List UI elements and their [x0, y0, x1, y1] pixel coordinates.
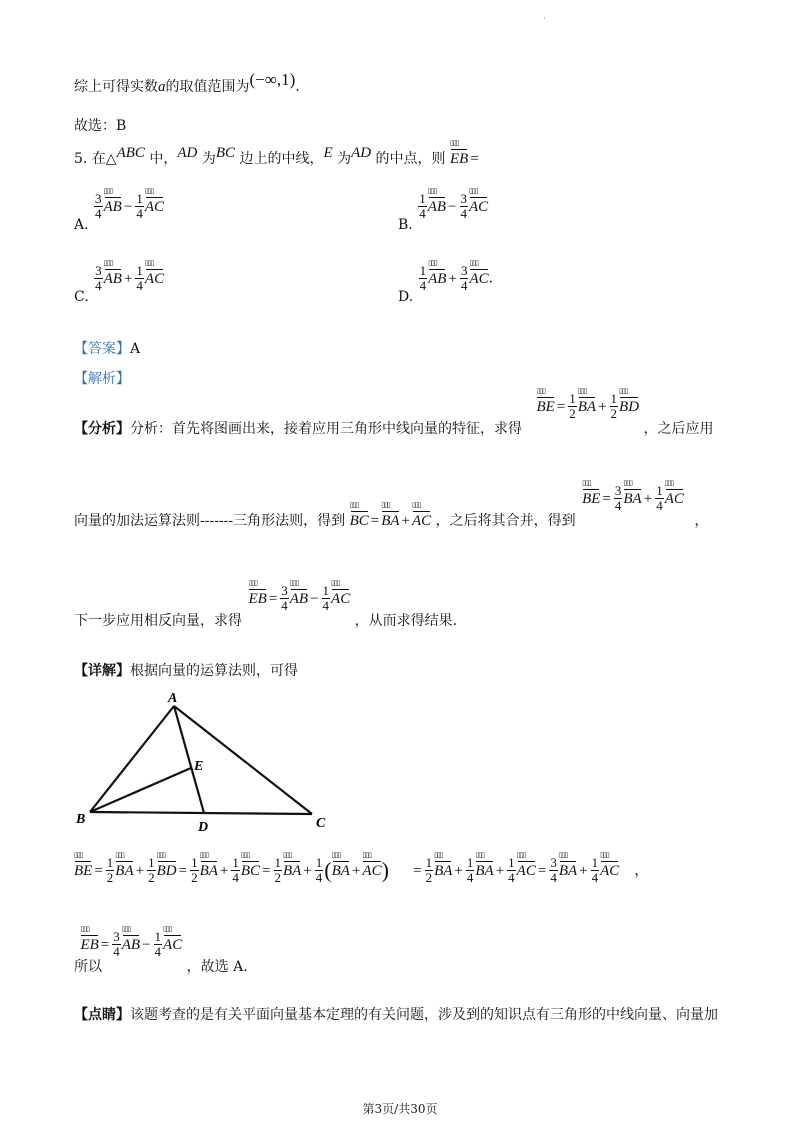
label-d: D — [198, 820, 209, 835]
fenxi-text2: ，之后应用 — [643, 420, 714, 437]
vec-ab: AB ▯▯▯ — [290, 591, 308, 608]
plus: + — [219, 863, 229, 879]
label-e: E — [194, 759, 204, 774]
label-c: C — [316, 816, 326, 831]
plus: + — [598, 398, 607, 415]
num: 1 — [569, 391, 576, 406]
vec-ac: AC ▯▯▯ — [163, 937, 182, 954]
num: 3 — [113, 929, 120, 944]
vec: AC ▯▯▯ — [145, 271, 164, 288]
num: 1 — [315, 855, 323, 870]
den: 4 — [466, 870, 474, 885]
num: 1 — [425, 855, 433, 870]
den: 4 — [656, 498, 663, 513]
vec-ac: AC ▯▯▯ — [665, 491, 684, 508]
coef — [112, 930, 121, 959]
vec-ba: BA ▯▯▯ — [115, 863, 133, 880]
coef — [466, 856, 475, 885]
num: 3 — [95, 191, 102, 206]
top-mark: · — [543, 14, 546, 24]
coef — [94, 264, 103, 293]
fenxi-text3: 向量的加法运算法则-------三角形法则，得到 — [74, 512, 346, 529]
den: 4 — [136, 206, 143, 221]
half — [568, 392, 577, 421]
prev-choice: 故选：B — [74, 118, 127, 134]
analysis-tag: 【解析】 — [74, 371, 130, 387]
question-number: 5. — [74, 151, 88, 167]
num: 1 — [148, 855, 155, 870]
num: 1 — [154, 929, 162, 944]
num: 1 — [106, 855, 114, 870]
vec-ba: BA ▯▯▯ — [434, 863, 452, 880]
prev-text2: 的取值范围为 — [165, 79, 250, 95]
eq: = — [370, 512, 380, 529]
q-text1: 在△ — [91, 151, 117, 167]
page-footer: 第3页/共30页 — [362, 1102, 438, 1116]
coef — [419, 264, 428, 293]
num: 1 — [419, 263, 427, 278]
den: 2 — [425, 870, 433, 885]
answer-value: A — [130, 341, 141, 357]
den: 4 — [322, 598, 330, 613]
den: 4 — [508, 870, 515, 885]
seg-bc: BC — [215, 145, 236, 161]
num: 3 — [614, 483, 622, 498]
formula-bc — [350, 513, 432, 529]
fenxi-text7: ，从而求得结果. — [354, 612, 458, 629]
num: 3 — [95, 263, 102, 278]
minus: − — [142, 936, 151, 953]
prev-text: 综上可得实数 — [74, 79, 158, 95]
eq: = — [268, 590, 278, 607]
coef — [94, 192, 103, 221]
fenxi-text5: ， — [694, 512, 709, 529]
vec-be: BE ▯▯▯ — [74, 863, 92, 880]
vec-ba: BA ▯▯▯ — [578, 399, 596, 416]
coef — [280, 584, 289, 613]
side-bc — [90, 812, 312, 814]
vec: AB ▯▯▯ — [428, 271, 446, 288]
prev-conclusion — [74, 70, 300, 96]
triangle-figure — [70, 690, 350, 840]
den: 4 — [136, 278, 143, 293]
den: 4 — [232, 870, 239, 885]
q-text3: 为 — [201, 151, 216, 167]
plus: + — [495, 863, 505, 879]
vec-be: BE ▯▯▯ — [582, 491, 600, 508]
vec-bc: BC ▯▯▯ — [350, 513, 369, 530]
vec: AC ▯▯▯ — [469, 271, 488, 288]
num: 1 — [610, 391, 618, 406]
num: 1 — [274, 855, 281, 870]
label-b: B — [76, 812, 86, 827]
den: 4 — [281, 598, 288, 613]
den: 2 — [148, 870, 155, 885]
vec-eb: EB ▯▯▯ — [450, 151, 468, 168]
option-label: C. — [74, 288, 89, 305]
plus: + — [454, 863, 463, 879]
num: 1 — [591, 855, 599, 870]
den: 2 — [569, 406, 576, 421]
option-c[interactable] — [74, 263, 165, 305]
var-a: a — [158, 79, 166, 95]
vec: AB ▯▯▯ — [104, 271, 122, 288]
coef — [614, 484, 623, 513]
op: + — [123, 270, 133, 287]
vec-bd: BD ▯▯▯ — [157, 863, 177, 880]
num: 3 — [460, 263, 468, 278]
rparen: ) — [381, 857, 389, 883]
den: 2 — [274, 870, 281, 885]
vec-be: BE ▯▯▯ — [536, 399, 554, 416]
den: 4 — [460, 206, 467, 221]
label-a: A — [168, 691, 178, 706]
den: 4 — [113, 944, 120, 959]
option-label: B. — [398, 216, 413, 233]
num: 1 — [136, 263, 143, 278]
dianjing-line — [74, 1004, 718, 1024]
conclusion-line — [74, 929, 248, 975]
answer-tag: 【答案】 — [74, 341, 130, 357]
option-label: A. — [74, 216, 89, 233]
vec-ba: BA ▯▯▯ — [283, 863, 301, 880]
coef — [507, 856, 516, 885]
coef — [154, 930, 163, 959]
fenxi-text1: 分析：首先将图画出来，接着应用三角形中线向量的特征，求得 — [130, 420, 522, 437]
vec-ac: AC ▯▯▯ — [362, 863, 381, 880]
op: − — [448, 198, 457, 215]
coef — [655, 484, 664, 513]
tail: . — [488, 270, 494, 287]
vec-ba: BA ▯▯▯ — [200, 863, 218, 880]
den: 2 — [106, 870, 114, 885]
vec-eb: EB ▯▯▯ — [248, 591, 266, 608]
q-text4: 边上的中线， — [239, 151, 324, 167]
plus: + — [643, 490, 653, 507]
half — [610, 392, 619, 421]
num: 3 — [460, 191, 467, 206]
coef — [135, 264, 144, 293]
den: 4 — [614, 498, 622, 513]
seg-ad: AD — [177, 145, 198, 161]
num: 1 — [322, 583, 330, 598]
den: 4 — [419, 278, 427, 293]
coef — [147, 856, 156, 885]
eq: = — [602, 490, 611, 507]
conclusion-text1: 所以 — [74, 958, 102, 975]
coef — [591, 856, 600, 885]
vec-ba: BA ▯▯▯ — [332, 863, 350, 880]
formula-be — [536, 392, 639, 421]
vec-ab: AB ▯▯▯ — [122, 937, 140, 954]
fenxi-line-1 — [74, 391, 714, 437]
coef — [106, 856, 115, 885]
seg-ad-2: AD — [351, 145, 372, 161]
vec-ac: AC ▯▯▯ — [600, 863, 619, 880]
fenxi-line-3 — [74, 583, 458, 629]
detail-line — [74, 660, 298, 680]
option-label: D. — [398, 288, 414, 305]
q-text6: 的中点，则 — [375, 151, 446, 167]
coef — [135, 192, 144, 221]
num: 3 — [281, 583, 288, 598]
vec: AB ▯▯▯ — [428, 199, 446, 216]
eq: = — [94, 863, 103, 879]
vec-bc: BC ▯▯▯ — [241, 863, 260, 880]
vec-ac: AC ▯▯▯ — [412, 513, 431, 530]
segment-be — [90, 768, 191, 812]
formula-eb — [248, 584, 350, 613]
eq: = — [262, 863, 271, 879]
coef — [460, 192, 469, 221]
plus: + — [351, 863, 361, 879]
formula-eb-final — [80, 930, 182, 959]
num: 1 — [656, 483, 663, 498]
op: + — [448, 270, 457, 287]
vec-bd: BD ▯▯▯ — [619, 399, 639, 416]
eq: = — [413, 863, 422, 879]
option-b[interactable] — [398, 191, 489, 233]
point-e: E — [323, 145, 333, 161]
triangle-abc: ABC — [116, 145, 145, 161]
vec-ba: BA ▯▯▯ — [559, 863, 577, 880]
option-d[interactable] — [398, 263, 494, 305]
den: 2 — [191, 870, 198, 885]
coef — [274, 856, 283, 885]
conclusion-text2: ，故选 A. — [186, 958, 248, 975]
vec: AB ▯▯▯ — [104, 199, 122, 216]
fenxi-text4: ，之后将其合并，得到 — [435, 512, 576, 529]
question-stem — [74, 145, 481, 168]
coef — [190, 856, 199, 885]
vec-eb: EB ▯▯▯ — [80, 937, 98, 954]
formula-be-2 — [582, 484, 684, 513]
dianjing-text: 该题考查的是有关平面向量基本定理的有关问题，涉及到的知识点有三角形的中线向量、向量加 — [130, 1007, 718, 1023]
fenxi-tag: 【分析】 — [74, 420, 130, 437]
den: 4 — [460, 278, 468, 293]
coef — [322, 584, 331, 613]
eq: = — [178, 863, 188, 879]
den: 4 — [591, 870, 599, 885]
coef — [425, 856, 434, 885]
vec-ba: BA ▯▯▯ — [381, 513, 399, 530]
vec-ac: AC ▯▯▯ — [331, 591, 350, 608]
lparen: ( — [324, 857, 332, 883]
plus: + — [401, 512, 411, 529]
den: 4 — [95, 206, 102, 221]
vec-ba: BA ▯▯▯ — [475, 863, 493, 880]
equals: = — [470, 151, 479, 167]
num: 1 — [466, 855, 474, 870]
range: (−∞,1) — [249, 70, 296, 89]
den: 4 — [154, 944, 162, 959]
fenxi-text6: 下一步应用相反向量，求得 — [74, 612, 242, 629]
num: 1 — [191, 855, 198, 870]
coef — [418, 192, 427, 221]
derivation: BE ▯▯▯ = $\frac{1}{2}$ BA ▯▯▯ + $\frac{1}{2}$ BD ▯▯▯ = $\frac{1}{2}$ BA ▯▯▯ + $\frac{1}{4}$ BC ▯▯▯ = $\frac{1}{2}$ BA ▯▯▯ + $\frac{1}{4}$ (BA ▯▯▯ + AC ▯▯▯) = $\frac{1}{2}$ BA ▯▯▯ + $\frac{1}{4}$ BA ▯▯▯ + $\frac{1}{4}$ AC ▯▯▯ = $\frac{3}{4}$ BA ▯▯▯ + $\frac{1}{4}$ AC ▯▯▯ ， — [74, 856, 648, 885]
den: 4 — [550, 870, 557, 885]
coef — [231, 856, 240, 885]
num: 1 — [136, 191, 143, 206]
minus: − — [310, 590, 319, 607]
num: 1 — [508, 855, 515, 870]
coef — [315, 856, 324, 885]
plus: + — [135, 863, 145, 879]
plus: + — [303, 863, 312, 879]
fenxi-line-2 — [74, 483, 709, 529]
num: 3 — [550, 855, 557, 870]
option-a[interactable] — [74, 191, 164, 233]
plus: + — [579, 863, 588, 879]
vec-ba: BA ▯▯▯ — [623, 491, 641, 508]
dianjing-tag: 【点睛】 — [74, 1007, 130, 1023]
vec-ac: AC ▯▯▯ — [517, 863, 536, 880]
vec: AC ▯▯▯ — [469, 199, 488, 216]
answer-line — [74, 338, 140, 358]
den: 4 — [315, 870, 323, 885]
op: − — [123, 198, 133, 215]
num: 1 — [232, 855, 239, 870]
eq: = — [537, 863, 547, 879]
detail-text: 根据向量的运算法则，可得 — [130, 663, 298, 679]
q-text2: 中， — [149, 151, 178, 167]
eq: = — [556, 398, 566, 415]
den: 2 — [610, 406, 618, 421]
den: 4 — [95, 278, 102, 293]
vec: AC ▯▯▯ — [145, 199, 164, 216]
num: 1 — [419, 191, 426, 206]
q-text5: 为 — [337, 151, 352, 167]
coef — [460, 264, 469, 293]
eq: = — [100, 936, 110, 953]
period: . — [295, 79, 300, 95]
den: 4 — [419, 206, 426, 221]
detail-tag: 【详解】 — [74, 663, 130, 679]
coef — [549, 856, 558, 885]
side-ab — [90, 706, 174, 812]
